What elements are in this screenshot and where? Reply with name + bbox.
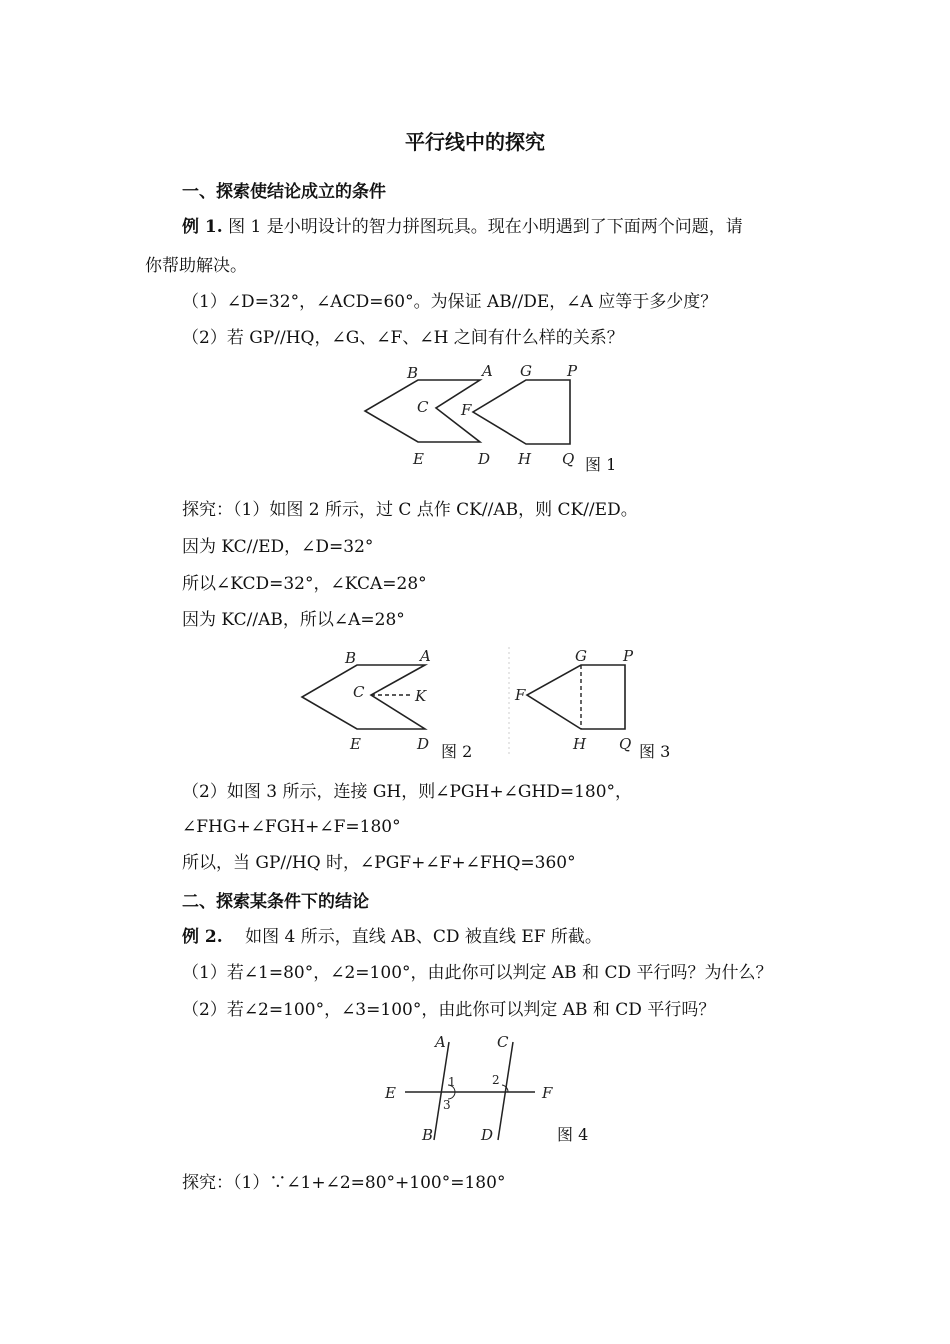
example2-label: 例 2. [182, 927, 223, 947]
figure4-caption: 图 4 [557, 1125, 589, 1144]
figure4-line-CD [498, 1042, 513, 1140]
figure3-caption: 图 3 [639, 742, 671, 761]
solution1-line1: 探究：（1）如图 2 所示，过 C 点作 CK//AB，则 CK//ED。 [182, 500, 638, 520]
figure1-label-F: F [461, 401, 472, 419]
solution1-line3: 所以∠KCD=32°，∠KCA=28° [182, 574, 427, 594]
figure3-label-H: H [573, 735, 587, 753]
example1-line1 [182, 215, 743, 239]
figure4-label-B: B [422, 1126, 434, 1144]
example2-question-1: （1）若∠1=80°，∠2=100°，由此你可以判定 AB 和 CD 平行吗？为什么？ [182, 963, 773, 983]
example2-text: 如图 4 所示，直线 AB、CD 被直线 EF 所截。 [228, 927, 602, 947]
solution1-line4: 因为 KC//AB，所以∠A=28° [182, 610, 405, 630]
figure2-label-B: B [345, 649, 357, 667]
figure-4 [375, 1030, 615, 1150]
figure-2 [295, 645, 485, 765]
example1-question-2: （2）若 GP//HQ，∠G、∠F、∠H 之间有什么样的关系？ [182, 328, 624, 348]
figure3-label-F: F [515, 686, 526, 704]
figure3-label-Q: Q [619, 735, 632, 753]
example2-line [182, 925, 602, 949]
figure4-label-D: D [481, 1126, 494, 1144]
example1-question-1: （1）∠D=32°，∠ACD=60°。为保证 AB//DE，∠A 应等于多少度？ [182, 292, 718, 312]
solution3-line1: 探究：（1）∵∠1+∠2=80°+100°=180° [182, 1173, 506, 1193]
figure1-label-A: A [482, 362, 493, 380]
example1-text-line1: 图 1 是小明设计的智力拼图玩具。现在小明遇到了下面两个问题，请 [228, 217, 743, 237]
figure1-label-H: H [518, 450, 532, 468]
page-title: 平行线中的探究 [405, 130, 545, 154]
solution2-line1: （2）如图 3 所示，连接 GH，则∠PGH+∠GHD=180°， [182, 782, 633, 802]
figure2-label-D: D [417, 735, 430, 753]
figure1-label-P: P [567, 362, 578, 380]
example1-label: 例 1. [182, 217, 223, 237]
figure2-label-C: C [353, 683, 365, 701]
figure3-label-G: G [575, 647, 587, 665]
figure4-label-E: E [385, 1084, 396, 1102]
solution2-line2: ∠FHG+∠FGH+∠F=180° [182, 817, 401, 837]
example1-text-line2: 你帮助解决。 [145, 256, 247, 276]
section-heading-1: 一、探索使结论成立的条件 [182, 182, 386, 202]
figure3-shape [527, 665, 625, 729]
figure3-label-P: P [623, 647, 634, 665]
solution2-line3: 所以，当 GP//HQ 时，∠PGF+∠F+∠FHQ=360° [182, 853, 576, 873]
figure4-angle-1: 1 [448, 1075, 456, 1089]
figure4-label-F: F [542, 1084, 553, 1102]
figure-3 [505, 645, 685, 765]
figure4-label-A: A [435, 1033, 446, 1051]
figure2-label-E: E [350, 735, 361, 753]
example2-question-2: （2）若∠2=100°，∠3=100°，由此你可以判定 AB 和 CD 平行吗？ [182, 1000, 716, 1020]
figure2-caption: 图 2 [441, 742, 473, 761]
figure1-label-C: C [417, 398, 429, 416]
figure-1 [360, 360, 640, 480]
figure1-caption: 图 1 [585, 455, 617, 474]
figure4-angle-3: 3 [443, 1098, 451, 1112]
section-heading-2: 二、探索某条件下的结论 [182, 892, 369, 912]
figure4-line-AB [434, 1042, 449, 1140]
figure4-label-C: C [497, 1033, 509, 1051]
figure1-label-G: G [520, 362, 532, 380]
figure2-label-K: K [415, 687, 427, 705]
figure4-angle-2: 2 [492, 1073, 500, 1087]
figure1-label-Q: Q [562, 450, 575, 468]
solution1-line2: 因为 KC//ED，∠D=32° [182, 537, 374, 557]
figure2-label-A: A [420, 647, 431, 665]
figure1-pentagon-shape [473, 380, 570, 444]
figure1-label-B: B [407, 364, 419, 382]
figure1-label-E: E [413, 450, 424, 468]
figure1-label-D: D [478, 450, 491, 468]
